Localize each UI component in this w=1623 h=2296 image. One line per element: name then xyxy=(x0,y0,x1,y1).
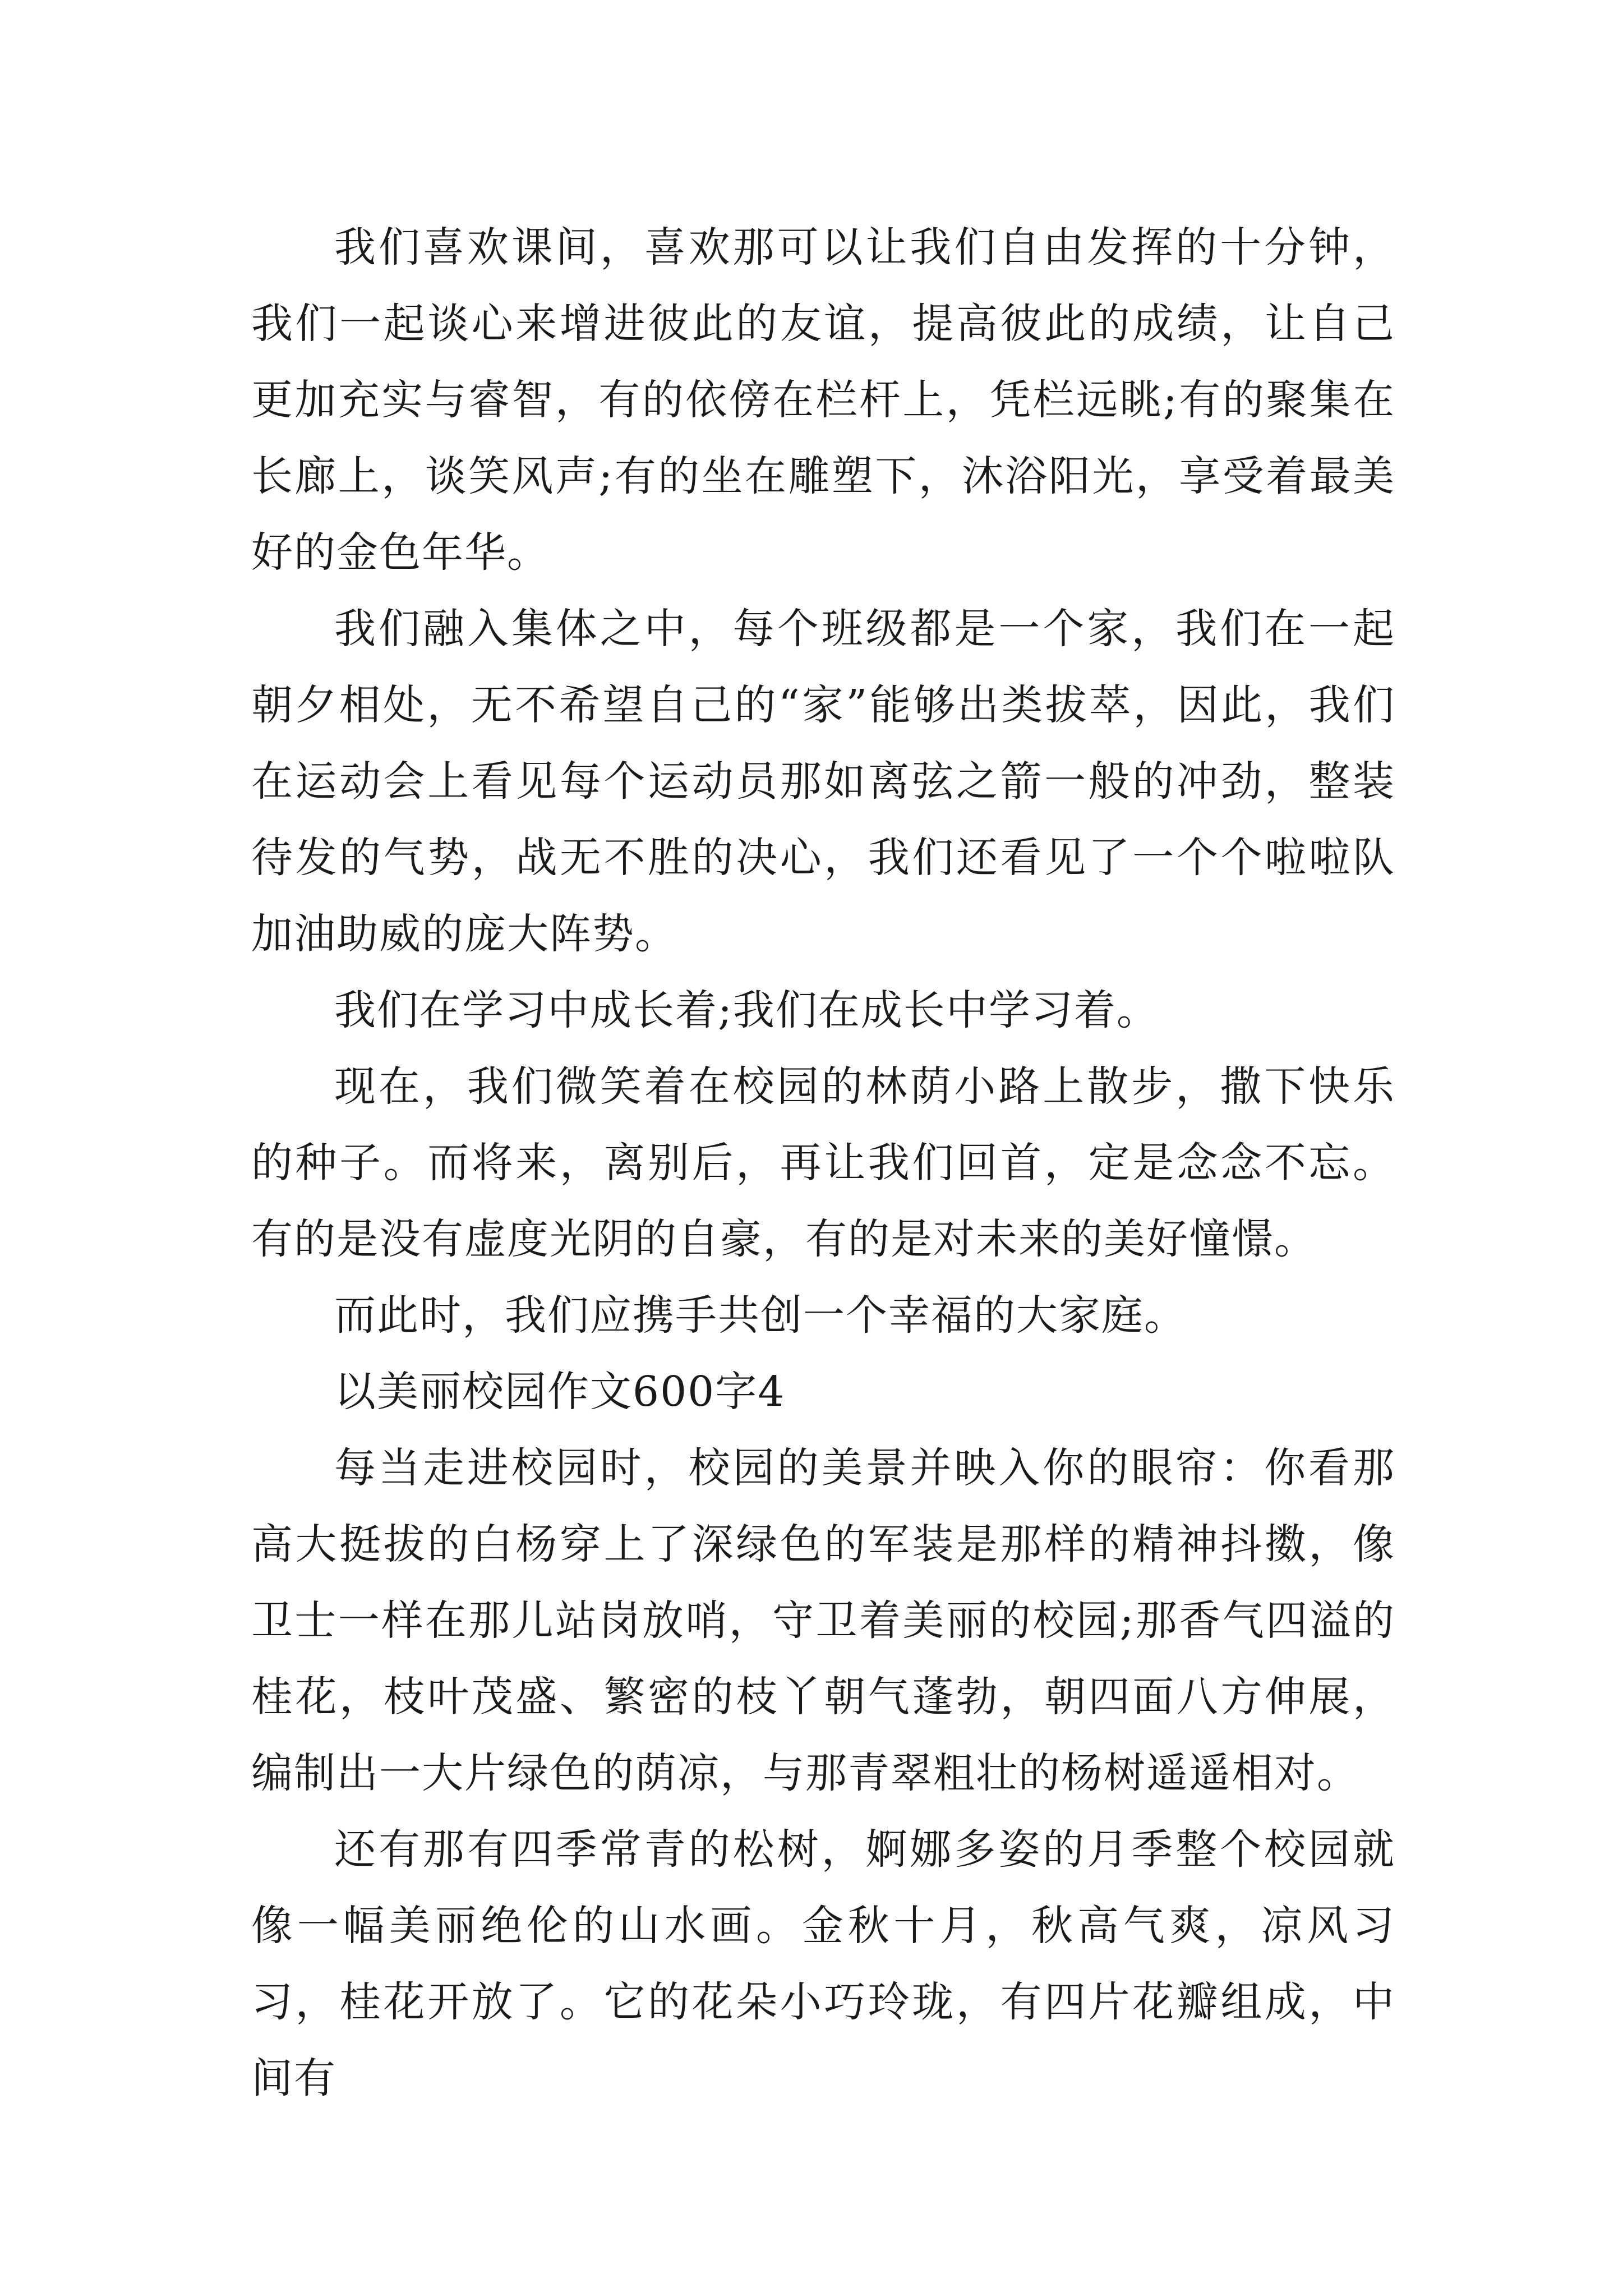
paragraph-collective: 我们融入集体之中，每个班级都是一个家，我们在一起朝夕相处，无不希望自己的“家”能够出类拔萃，因此，我们在运动会上看见每个运动员那如离弦之箭一般的冲劲，整装待发的气势，战无不胜的决心，我们还看见了一个个啦啦队加油助威的庞大阵势。 xyxy=(251,605,1395,958)
article-body xyxy=(251,209,1395,2116)
paragraph-pines-and-osmanthus: 还有那有四季常青的松树，婀娜多姿的月季整个校园就像一幅美丽绝伦的山水画。金秋十月，秋高气爽，凉风习习，桂花开放了。它的花朵小巧玲珑，有四片花瓣组成，中间有 xyxy=(251,1825,1395,2102)
paragraph-campus-scenery: 每当走进校园时，校园的美景并映入你的眼帘：你看那高大挺拔的白杨穿上了深绿色的军装是那样的精神抖擞，像卫士一样在那儿站岗放哨，守卫着美丽的校园;那香气四溢的桂花，枝叶茂盛、繁密的枝丫朝气蓬勃，朝四面八方伸展，编制出一大片绿色的荫凉，与那青翠粗壮的杨树遥遥相对。 xyxy=(251,1444,1395,1797)
paragraph-recess: 我们喜欢课间，喜欢那可以让我们自由发挥的十分钟，我们一起谈心来增进彼此的友谊，提高彼此的成绩，让自己更加充实与睿智，有的依傍在栏杆上，凭栏远眺;有的聚集在长廊上，谈笑风声;有的坐在雕塑下，沐浴阳光，享受着最美好的金色年华。 xyxy=(251,223,1395,577)
paragraph-now-and-future: 现在，我们微笑着在校园的林荫小路上散步，撒下快乐的种子。而将来，离别后，再让我们回首，定是念念不忘。有的是没有虚度光阴的自豪，有的是对未来的美好憧憬。 xyxy=(251,1062,1395,1263)
paragraph-growth: 我们在学习中成长着;我们在成长中学习着。 xyxy=(334,986,1159,1034)
section-heading: 以美丽校园作文600字4 xyxy=(334,1368,786,1416)
paragraph-family: 而此时，我们应携手共创一个幸福的大家庭。 xyxy=(334,1291,1187,1340)
